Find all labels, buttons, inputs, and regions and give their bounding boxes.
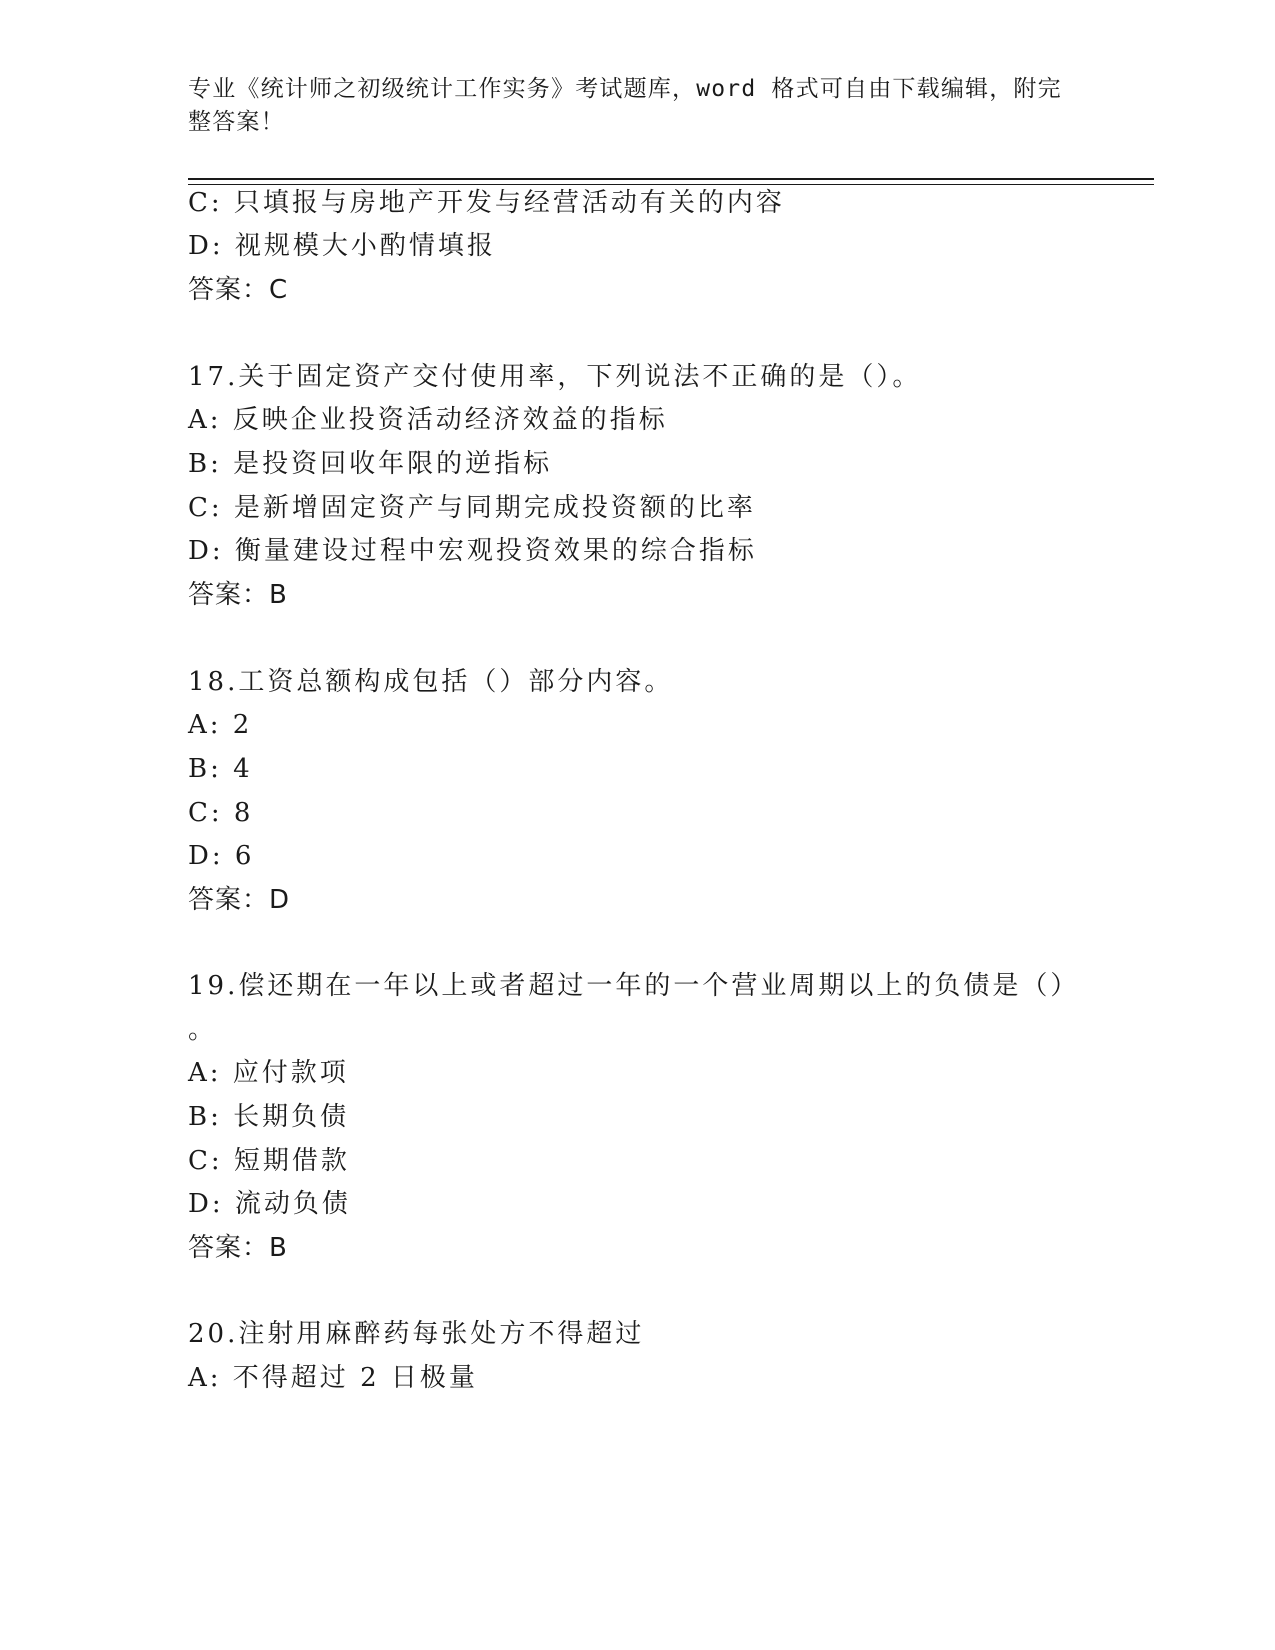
q20-option-a: A: 不得超过 2 日极量 [188,1363,478,1393]
document-header [188,73,1088,139]
q17-answer: 答案：B [188,580,288,610]
q19-question-line-1: 19.偿还期在一年以上或者超过一年的一个营业周期以上的负债是（） [188,971,1080,1001]
q16-option-c: C: 只填报与房地产开发与经营活动有关的内容 [188,188,785,218]
q17-option-a: A: 反映企业投资活动经济效益的指标 [188,405,668,435]
q18-option-a: A: 2 [188,710,253,740]
q19-option-a: A: 应付款项 [188,1058,349,1088]
q19-option-c: C: 短期借款 [188,1146,350,1176]
q17-option-d: D: 衡量建设过程中宏观投资效果的综合指标 [188,536,757,566]
q18-option-c: C: 8 [188,798,254,828]
q19-answer: 答案：B [188,1233,288,1263]
q17-question: 17.关于固定资产交付使用率，下列说法不正确的是（）。 [188,362,922,392]
q19-option-b: B: 长期负债 [188,1102,350,1132]
q16-option-d: D: 视规模大小酌情填报 [188,231,496,261]
q17-option-c: C: 是新增固定资产与同期完成投资额的比率 [188,493,756,523]
q17-option-b: B: 是投资回收年限的逆指标 [188,449,553,479]
header-divider-thin [188,184,1154,185]
q18-answer: 答案：D [188,885,291,915]
q18-option-b: B: 4 [188,754,253,784]
q16-answer: 答案：C [188,275,289,305]
header-line-2: 整答案！ [188,109,285,135]
header-line-1: 专业《统计师之初级统计工作实务》考试题库，word 格式可自由下载编辑，附完 [188,76,1062,102]
q18-question: 18.工资总额构成包括（）部分内容。 [188,667,674,697]
q18-option-d: D: 6 [188,841,255,871]
q19-question-line-2: 。 [188,1015,218,1045]
q19-option-d: D: 流动负债 [188,1189,351,1219]
q20-question: 20.注射用麻醉药每张处方不得超过 [188,1319,645,1349]
header-divider-thick [188,178,1154,180]
